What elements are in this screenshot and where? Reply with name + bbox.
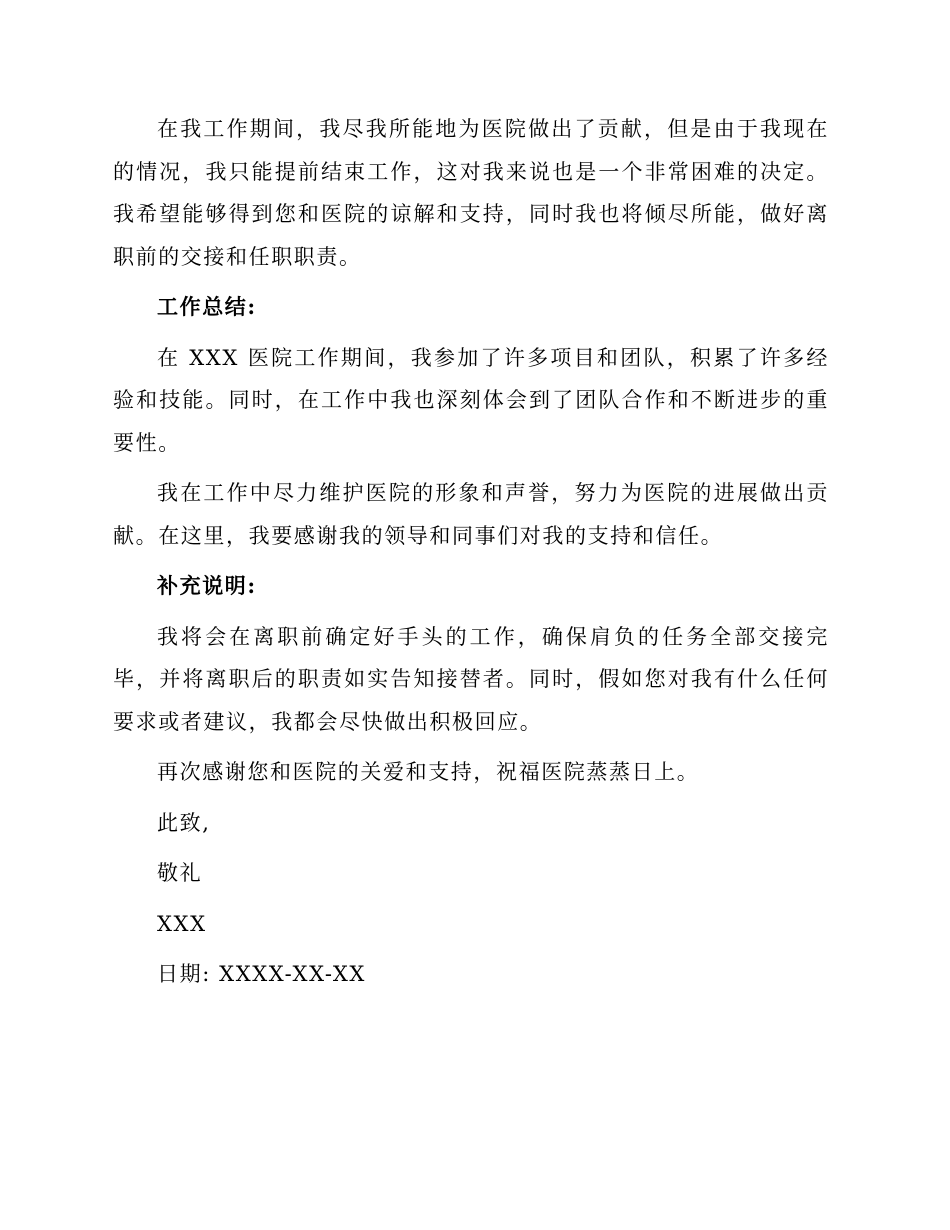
heading-work-summary: 工作总结: [157, 294, 257, 319]
signature: XXX [157, 911, 207, 936]
date-line: 日期: XXXX-XX-XX [157, 962, 366, 986]
paragraph-summary-1: 在 XXX 医院工作期间，我参加了许多项目和团队，积累了许多经验和技能。同时，在工作中我也深刻体会到了团队合作和不断进步的重要性。 [113, 345, 829, 455]
closing-salutation: 此致, [157, 810, 211, 835]
paragraph-contribution: 在我工作期间，我尽我所能地为医院做出了贡献，但是由于我现在的情况，我只能提前结束工作，这对我来说也是一个非常困难的决定。我希望能够得到您和医院的谅解和支持，同时我也将倾尽所能，做好离职前的交接和任职职责。 [113, 117, 829, 269]
paragraph-summary-2: 我在工作中尽力维护医院的形象和声誉，努力为医院的进展做出贡献。在这里，我要感谢我的领导和同事们对我的支持和信任。 [113, 481, 829, 548]
paragraph-supplement: 我将会在离职前确定好手头的工作，确保肩负的任务全部交接完毕，并将离职后的职责如实告知接替者。同时，假如您对我有什么任何要求或者建议，我都会尽快做出积极回应。 [113, 624, 829, 734]
closing-regards: 敬礼 [157, 861, 203, 885]
heading-supplement: 补充说明: [157, 573, 257, 598]
letter-body [113, 108, 829, 1004]
paragraph-thanks: 再次感谢您和医院的关爱和支持，祝福医院蒸蒸日上。 [157, 760, 700, 784]
